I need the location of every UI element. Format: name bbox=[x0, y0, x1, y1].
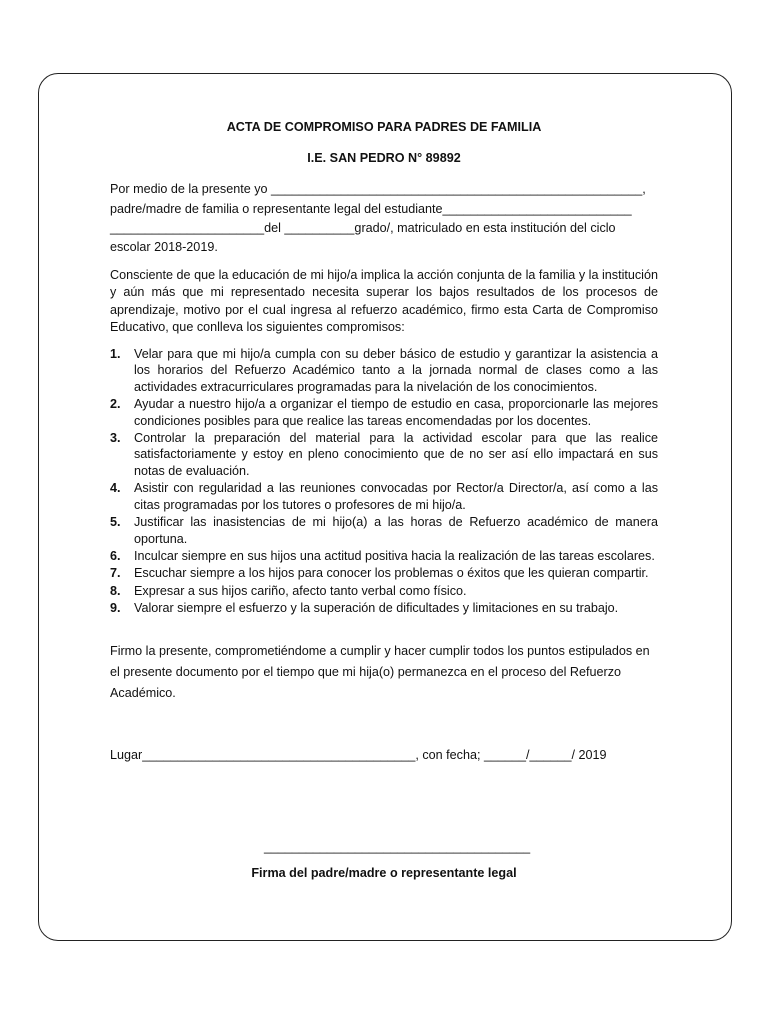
item-number: 4. bbox=[110, 481, 121, 496]
intro-line: escolar 2018-2019. bbox=[110, 240, 218, 255]
signature-line: ______________________________________ bbox=[264, 840, 531, 854]
item-text: Asistir con regularidad a las reuniones convocadas por Rector/a Director/a, así como a las citas programadas por los tutores o profesores de mi hijo/a. bbox=[134, 481, 658, 512]
closing-paragraph: Firmo la presente, comprometiéndome a cumplir y hacer cumplir todos los puntos estipulados en el presente documento por el tiempo que mi hija(o) permanezca en el proceso del Refuerzo Académico. bbox=[110, 643, 650, 701]
item-number: 6. bbox=[110, 548, 121, 563]
item-text: Inculcar siempre en sus hijos una actitud positiva hacia la realización de las tareas escolares. bbox=[134, 548, 655, 563]
context-paragraph: Consciente de que la educación de mi hijo/a implica la acción conjunta de la familia y la institución y aún más que mi representado necesita superar los bajos resultados de los procesos de aprendizaje, motivo por el cual ingresa al refuerzo académico, firmo esta Carta de Compromiso Educativo, que conlleva los siguientes compromisos: bbox=[110, 268, 658, 334]
list-item bbox=[110, 583, 658, 599]
item-text: Ayudar a nuestro hijo/a a organizar el tiempo de estudio en casa, proporcionarle las mejores condiciones posibles para que realice las tareas encomendadas por los docentes. bbox=[134, 397, 658, 428]
list-item bbox=[110, 600, 658, 616]
item-text: Controlar la preparación del material para la actividad escolar para que las realice satisfactoriamente y estoy en pleno conocimiento que de no ser así ello impactará en sus notas de evaluación. bbox=[134, 431, 658, 478]
item-text: Expresar a sus hijos cariño, afecto tanto verbal como físico. bbox=[134, 583, 467, 598]
intro-block bbox=[110, 180, 658, 257]
list-item bbox=[110, 565, 658, 581]
document-body bbox=[110, 117, 658, 763]
commitments-list bbox=[110, 346, 658, 617]
item-number: 5. bbox=[110, 515, 121, 530]
institution-name: I.E. SAN PEDRO N° 89892 bbox=[307, 151, 461, 166]
intro-line: ______________________del __________grado/, matriculado en esta institución del ciclo bbox=[110, 220, 616, 235]
item-text: Valorar siempre el esfuerzo y la superación de dificultades y limitaciones en su trabajo. bbox=[134, 601, 619, 616]
document-title: ACTA DE COMPROMISO PARA PADRES DE FAMILIA bbox=[226, 120, 542, 134]
item-number: 7. bbox=[110, 566, 121, 581]
item-number: 3. bbox=[110, 431, 121, 446]
list-item bbox=[110, 346, 658, 395]
signature-label: Firma del padre/madre o representante legal bbox=[251, 866, 517, 880]
intro-line: Por medio de la presente yo _____________________________________________________, bbox=[110, 182, 646, 197]
item-text: Escuchar siempre a los hijos para conocer los problemas o éxitos que les quieran compartir. bbox=[134, 566, 649, 581]
item-number: 8. bbox=[110, 583, 121, 598]
list-item bbox=[110, 480, 658, 513]
item-number: 2. bbox=[110, 397, 121, 412]
list-item bbox=[110, 430, 658, 479]
intro-line: padre/madre de familia o representante legal del estudiante___________________________ bbox=[110, 201, 632, 216]
item-text: Justificar las inasistencias de mi hijo(a) a las horas de Refuerzo académico de manera oportuna. bbox=[134, 515, 658, 546]
item-text: Velar para que mi hijo/a cumpla con su deber básico de estudio y garantizar la asistencia a los horarios del Refuerzo Académico tanto a la jornada normal de clases como a las actividades extracurriculares programadas para la nivelación de los conocimientos. bbox=[134, 347, 658, 394]
item-number: 9. bbox=[110, 601, 121, 616]
list-item bbox=[110, 548, 658, 564]
list-item bbox=[110, 396, 658, 429]
item-number: 1. bbox=[110, 347, 121, 362]
list-item bbox=[110, 514, 658, 547]
place-date-line: Lugar_______________________________________, con fecha; ______/______/ 2019 bbox=[110, 747, 607, 762]
